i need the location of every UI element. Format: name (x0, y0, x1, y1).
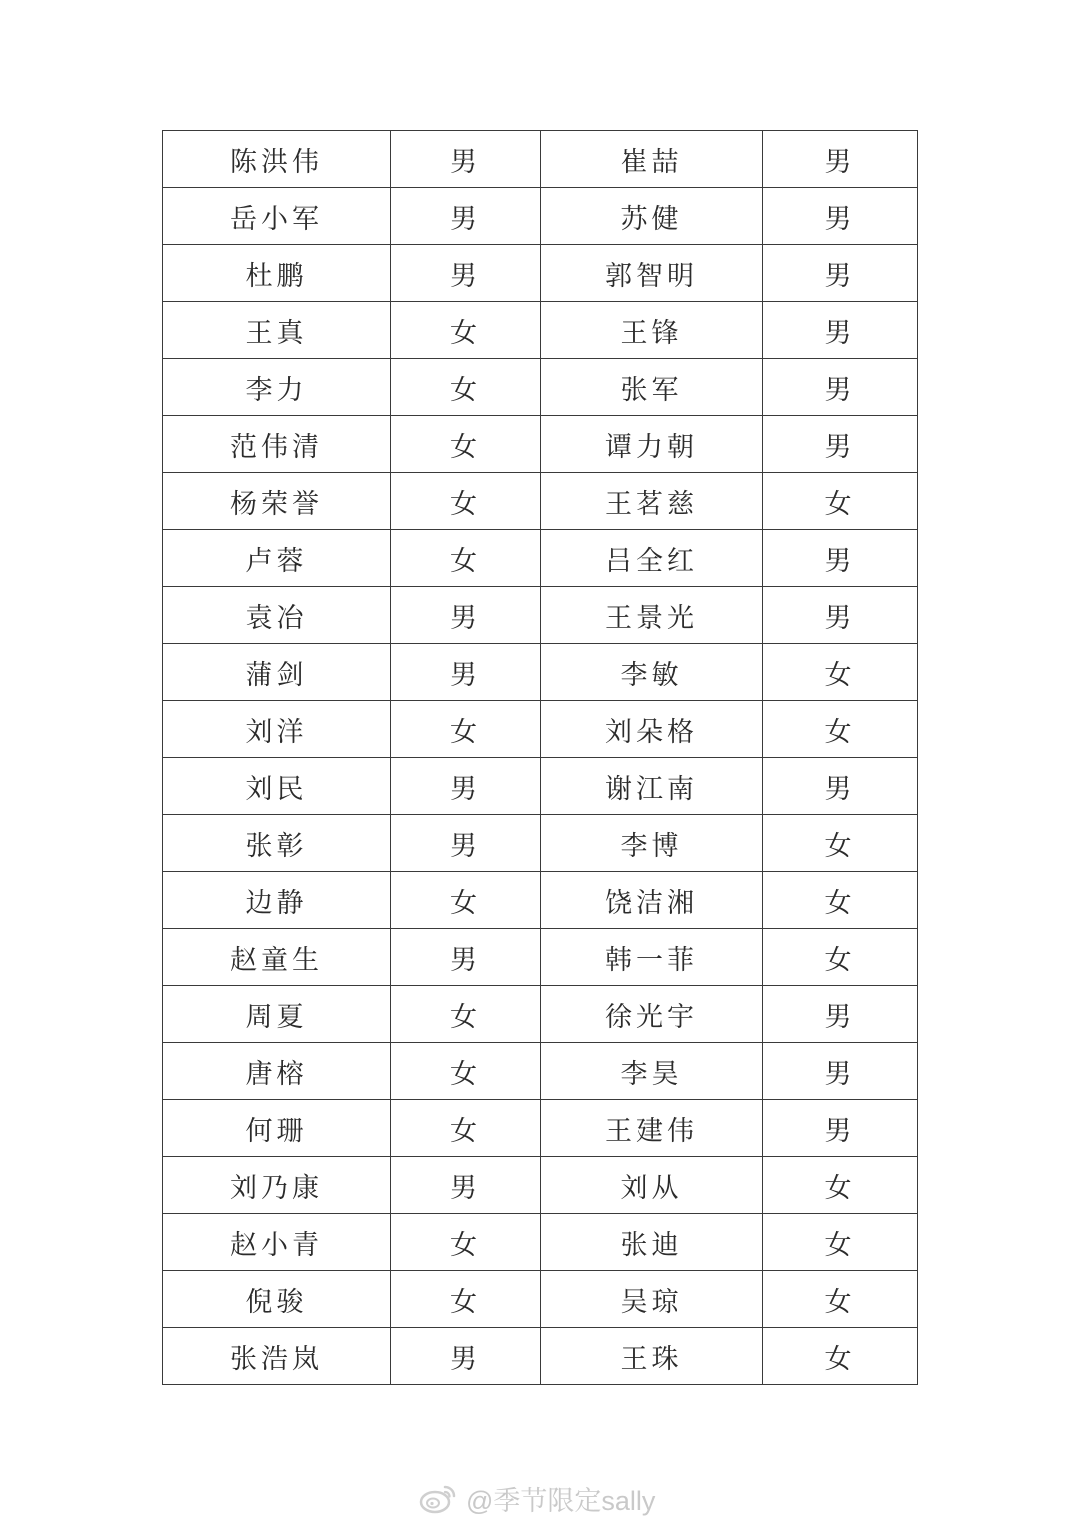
gender-cell: 男 (763, 530, 918, 587)
gender-cell: 女 (763, 1271, 918, 1328)
name-cell: 唐榕 (163, 1043, 391, 1100)
table-row (163, 701, 918, 758)
gender-cell: 女 (391, 1043, 541, 1100)
table-row (163, 188, 918, 245)
table-row (163, 1328, 918, 1385)
name-cell: 何珊 (163, 1100, 391, 1157)
name-cell: 卢蓉 (163, 530, 391, 587)
name-cell: 王茗慈 (541, 473, 763, 530)
name-cell: 范伟清 (163, 416, 391, 473)
gender-cell: 男 (391, 131, 541, 188)
name-cell: 饶洁湘 (541, 872, 763, 929)
name-cell: 杨荣誉 (163, 473, 391, 530)
name-cell: 李博 (541, 815, 763, 872)
name-cell: 蒲剑 (163, 644, 391, 701)
gender-cell: 女 (391, 473, 541, 530)
gender-cell: 男 (763, 758, 918, 815)
gender-cell: 女 (391, 1271, 541, 1328)
name-cell: 李昊 (541, 1043, 763, 1100)
name-cell: 杜鹏 (163, 245, 391, 302)
table-row (163, 131, 918, 188)
gender-cell: 男 (391, 245, 541, 302)
name-cell: 吴琼 (541, 1271, 763, 1328)
table-row (163, 530, 918, 587)
gender-cell: 男 (391, 1157, 541, 1214)
name-cell: 崔喆 (541, 131, 763, 188)
name-cell: 王真 (163, 302, 391, 359)
gender-cell: 男 (763, 1043, 918, 1100)
table-row (163, 929, 918, 986)
table-row (163, 302, 918, 359)
name-cell: 袁冶 (163, 587, 391, 644)
table-row (163, 872, 918, 929)
gender-cell: 女 (763, 815, 918, 872)
gender-cell: 男 (763, 416, 918, 473)
name-cell: 刘乃康 (163, 1157, 391, 1214)
table-row (163, 1271, 918, 1328)
name-cell: 倪骏 (163, 1271, 391, 1328)
gender-cell: 女 (391, 701, 541, 758)
table-body (163, 131, 918, 1385)
gender-cell: 男 (391, 587, 541, 644)
name-cell: 郭智明 (541, 245, 763, 302)
name-cell: 韩一菲 (541, 929, 763, 986)
name-cell: 刘朵格 (541, 701, 763, 758)
gender-cell: 男 (391, 929, 541, 986)
watermark (418, 1476, 655, 1520)
gender-cell: 女 (391, 416, 541, 473)
gender-cell: 女 (391, 872, 541, 929)
name-cell: 李力 (163, 359, 391, 416)
gender-cell: 女 (763, 473, 918, 530)
gender-cell: 女 (763, 1157, 918, 1214)
gender-cell: 男 (763, 587, 918, 644)
table-row (163, 416, 918, 473)
name-gender-table (162, 130, 918, 1385)
name-cell: 刘民 (163, 758, 391, 815)
gender-cell: 男 (391, 758, 541, 815)
table-row (163, 587, 918, 644)
gender-cell: 女 (763, 872, 918, 929)
gender-cell: 男 (763, 359, 918, 416)
table-row (163, 1214, 918, 1271)
name-cell: 赵小青 (163, 1214, 391, 1271)
gender-cell: 男 (763, 131, 918, 188)
name-cell: 张军 (541, 359, 763, 416)
table-row (163, 245, 918, 302)
name-cell: 赵童生 (163, 929, 391, 986)
gender-cell: 男 (763, 245, 918, 302)
gender-cell: 女 (763, 701, 918, 758)
name-cell: 岳小军 (163, 188, 391, 245)
name-cell: 苏健 (541, 188, 763, 245)
table-row (163, 758, 918, 815)
table-row (163, 986, 918, 1043)
watermark-text: @季节限定sally (466, 1485, 656, 1516)
gender-cell: 女 (763, 644, 918, 701)
table-row (163, 1157, 918, 1214)
name-cell: 周夏 (163, 986, 391, 1043)
gender-cell: 男 (763, 188, 918, 245)
name-cell: 王建伟 (541, 1100, 763, 1157)
gender-cell: 女 (763, 1328, 918, 1385)
name-cell: 刘从 (541, 1157, 763, 1214)
table-row (163, 473, 918, 530)
weibo-icon (418, 1481, 458, 1515)
table-row (163, 1043, 918, 1100)
gender-cell: 女 (763, 929, 918, 986)
gender-cell: 男 (391, 1328, 541, 1385)
name-cell: 王珠 (541, 1328, 763, 1385)
name-cell: 张浩岚 (163, 1328, 391, 1385)
gender-cell: 女 (391, 302, 541, 359)
name-cell: 王锋 (541, 302, 763, 359)
name-cell: 吕全红 (541, 530, 763, 587)
gender-cell: 男 (763, 302, 918, 359)
name-cell: 张迪 (541, 1214, 763, 1271)
gender-cell: 女 (391, 1100, 541, 1157)
name-cell: 边静 (163, 872, 391, 929)
table-row (163, 359, 918, 416)
table-row (163, 815, 918, 872)
name-cell: 刘洋 (163, 701, 391, 758)
name-cell: 谢江南 (541, 758, 763, 815)
name-cell: 徐光宇 (541, 986, 763, 1043)
name-cell: 张彰 (163, 815, 391, 872)
gender-cell: 女 (391, 359, 541, 416)
gender-cell: 女 (391, 530, 541, 587)
name-cell: 王景光 (541, 587, 763, 644)
gender-cell: 男 (763, 986, 918, 1043)
table-row (163, 644, 918, 701)
table-row (163, 1100, 918, 1157)
gender-cell: 女 (763, 1214, 918, 1271)
name-cell: 谭力朝 (541, 416, 763, 473)
name-cell: 陈洪伟 (163, 131, 391, 188)
gender-cell: 男 (763, 1100, 918, 1157)
gender-cell: 女 (391, 986, 541, 1043)
gender-cell: 女 (391, 1214, 541, 1271)
name-cell: 李敏 (541, 644, 763, 701)
gender-cell: 男 (391, 188, 541, 245)
gender-cell: 男 (391, 644, 541, 701)
gender-cell: 男 (391, 815, 541, 872)
